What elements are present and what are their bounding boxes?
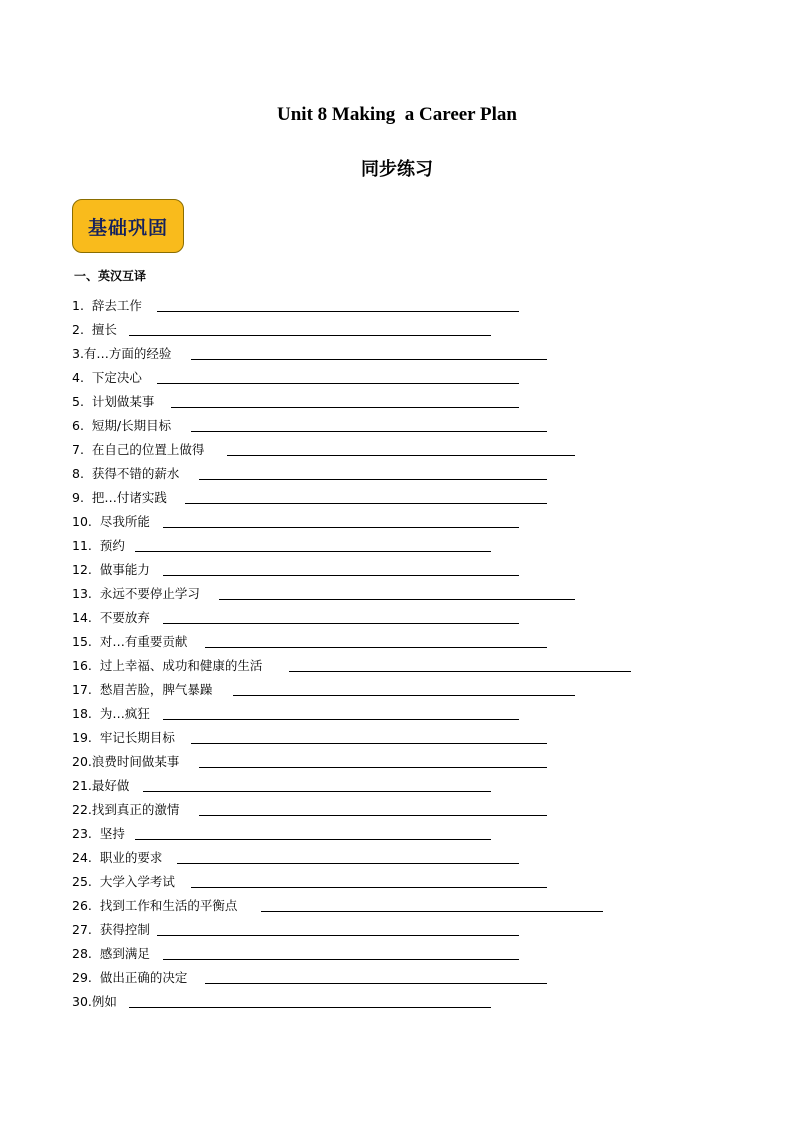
exercise-item bbox=[72, 608, 150, 626]
answer-blank[interactable] bbox=[199, 479, 547, 480]
section-badge-label: 基础巩固 bbox=[87, 216, 168, 239]
exercise-prompt: 16. 过上幸福、成功和健康的生活 bbox=[72, 658, 263, 673]
answer-blank[interactable] bbox=[177, 863, 519, 864]
exercise-item bbox=[72, 392, 154, 410]
exercise-prompt: 10. 尽我所能 bbox=[72, 514, 150, 529]
exercise-prompt: 11. 预约 bbox=[72, 538, 125, 553]
exercise-item bbox=[72, 704, 150, 722]
exercise-prompt: 14. 不要放弃 bbox=[72, 610, 150, 625]
exercise-prompt: 5. 计划做某事 bbox=[72, 394, 155, 409]
exercise-item bbox=[72, 296, 142, 314]
exercise-prompt: 18. 为…疯狂 bbox=[72, 706, 150, 721]
answer-blank[interactable] bbox=[191, 431, 547, 432]
exercise-prompt: 23. 坚持 bbox=[72, 826, 125, 841]
exercise-prompt: 15. 对…有重要贡献 bbox=[72, 634, 188, 649]
exercise-prompt: 26. 找到工作和生活的平衡点 bbox=[72, 898, 238, 913]
answer-blank[interactable] bbox=[163, 527, 519, 528]
exercise-item bbox=[72, 752, 179, 770]
exercise-item bbox=[72, 416, 171, 434]
exercise-prompt: 12. 做事能力 bbox=[72, 562, 150, 577]
exercise-item bbox=[72, 560, 150, 578]
exercise-prompt: 6. 短期/长期目标 bbox=[72, 418, 172, 433]
exercise-item bbox=[72, 848, 162, 866]
exercise-item bbox=[72, 800, 179, 818]
exercise-item bbox=[72, 632, 187, 650]
exercise-prompt: 2. 擅长 bbox=[72, 322, 117, 337]
exercise-prompt: 28. 感到满足 bbox=[72, 946, 150, 961]
exercise-prompt: 9. 把…付诸实践 bbox=[72, 490, 167, 505]
exercise-prompt: 30.例如 bbox=[72, 994, 117, 1009]
answer-blank[interactable] bbox=[191, 359, 547, 360]
answer-blank[interactable] bbox=[233, 695, 575, 696]
exercise-item bbox=[72, 368, 142, 386]
exercise-prompt: 8. 获得不错的薪水 bbox=[72, 466, 180, 481]
exercise-item bbox=[72, 896, 237, 914]
answer-blank[interactable] bbox=[219, 599, 575, 600]
answer-blank[interactable] bbox=[205, 983, 547, 984]
answer-blank[interactable] bbox=[163, 575, 519, 576]
answer-blank[interactable] bbox=[171, 407, 519, 408]
exercise-prompt: 3.有…方面的经验 bbox=[72, 346, 172, 361]
answer-blank[interactable] bbox=[163, 719, 519, 720]
answer-blank[interactable] bbox=[289, 671, 631, 672]
exercise-item bbox=[72, 320, 117, 338]
answer-blank[interactable] bbox=[129, 335, 491, 336]
exercise-prompt: 13. 永远不要停止学习 bbox=[72, 586, 200, 601]
exercise-item bbox=[72, 728, 175, 746]
exercise-prompt: 17. 愁眉苦脸，脾气暴躁 bbox=[72, 682, 213, 697]
exercise-prompt: 4. 下定决心 bbox=[72, 370, 142, 385]
answer-blank[interactable] bbox=[157, 935, 519, 936]
answer-blank[interactable] bbox=[163, 623, 519, 624]
document-subtitle: 同步练习 bbox=[361, 159, 433, 180]
answer-blank[interactable] bbox=[143, 791, 491, 792]
answer-blank[interactable] bbox=[135, 551, 491, 552]
exercise-item bbox=[72, 464, 179, 482]
exercise-item bbox=[72, 920, 150, 938]
exercise-prompt: 25. 大学入学考试 bbox=[72, 874, 175, 889]
exercise-item bbox=[72, 680, 212, 698]
exercise-item bbox=[72, 488, 167, 506]
exercise-prompt: 21.最好做 bbox=[72, 778, 130, 793]
answer-blank[interactable] bbox=[163, 959, 519, 960]
answer-blank[interactable] bbox=[199, 815, 547, 816]
answer-blank[interactable] bbox=[261, 911, 603, 912]
exercise-item bbox=[72, 872, 175, 890]
exercise-item bbox=[72, 776, 129, 794]
exercise-prompt: 24. 职业的要求 bbox=[72, 850, 163, 865]
exercise-prompt: 1. 辞去工作 bbox=[72, 298, 142, 313]
exercise-item bbox=[72, 944, 150, 962]
exercise-prompt: 7. 在自己的位置上做得 bbox=[72, 442, 205, 457]
exercise-prompt: 20.浪费时间做某事 bbox=[72, 754, 180, 769]
section-badge bbox=[72, 199, 184, 253]
section-heading: 一、英汉互译 bbox=[74, 269, 147, 283]
exercise-prompt: 22.找到真正的激情 bbox=[72, 802, 180, 817]
exercise-item bbox=[72, 536, 125, 554]
exercise-item bbox=[72, 656, 262, 674]
answer-blank[interactable] bbox=[157, 311, 519, 312]
answer-blank[interactable] bbox=[199, 767, 547, 768]
exercise-item bbox=[72, 512, 150, 530]
exercise-prompt: 19. 牢记长期目标 bbox=[72, 730, 175, 745]
answer-blank[interactable] bbox=[135, 839, 491, 840]
document-title: Unit 8 Making a Career Plan bbox=[277, 104, 517, 125]
exercise-item bbox=[72, 440, 204, 458]
answer-blank[interactable] bbox=[185, 503, 547, 504]
exercise-item bbox=[72, 584, 200, 602]
answer-blank[interactable] bbox=[227, 455, 575, 456]
answer-blank[interactable] bbox=[191, 743, 547, 744]
answer-blank[interactable] bbox=[205, 647, 547, 648]
exercise-item bbox=[72, 992, 117, 1010]
answer-blank[interactable] bbox=[191, 887, 547, 888]
exercise-prompt: 27. 获得控制 bbox=[72, 922, 150, 937]
exercise-prompt: 29. 做出正确的决定 bbox=[72, 970, 188, 985]
exercise-item bbox=[72, 824, 125, 842]
exercise-item bbox=[72, 344, 171, 362]
exercise-item bbox=[72, 968, 187, 986]
answer-blank[interactable] bbox=[157, 383, 519, 384]
answer-blank[interactable] bbox=[129, 1007, 491, 1008]
